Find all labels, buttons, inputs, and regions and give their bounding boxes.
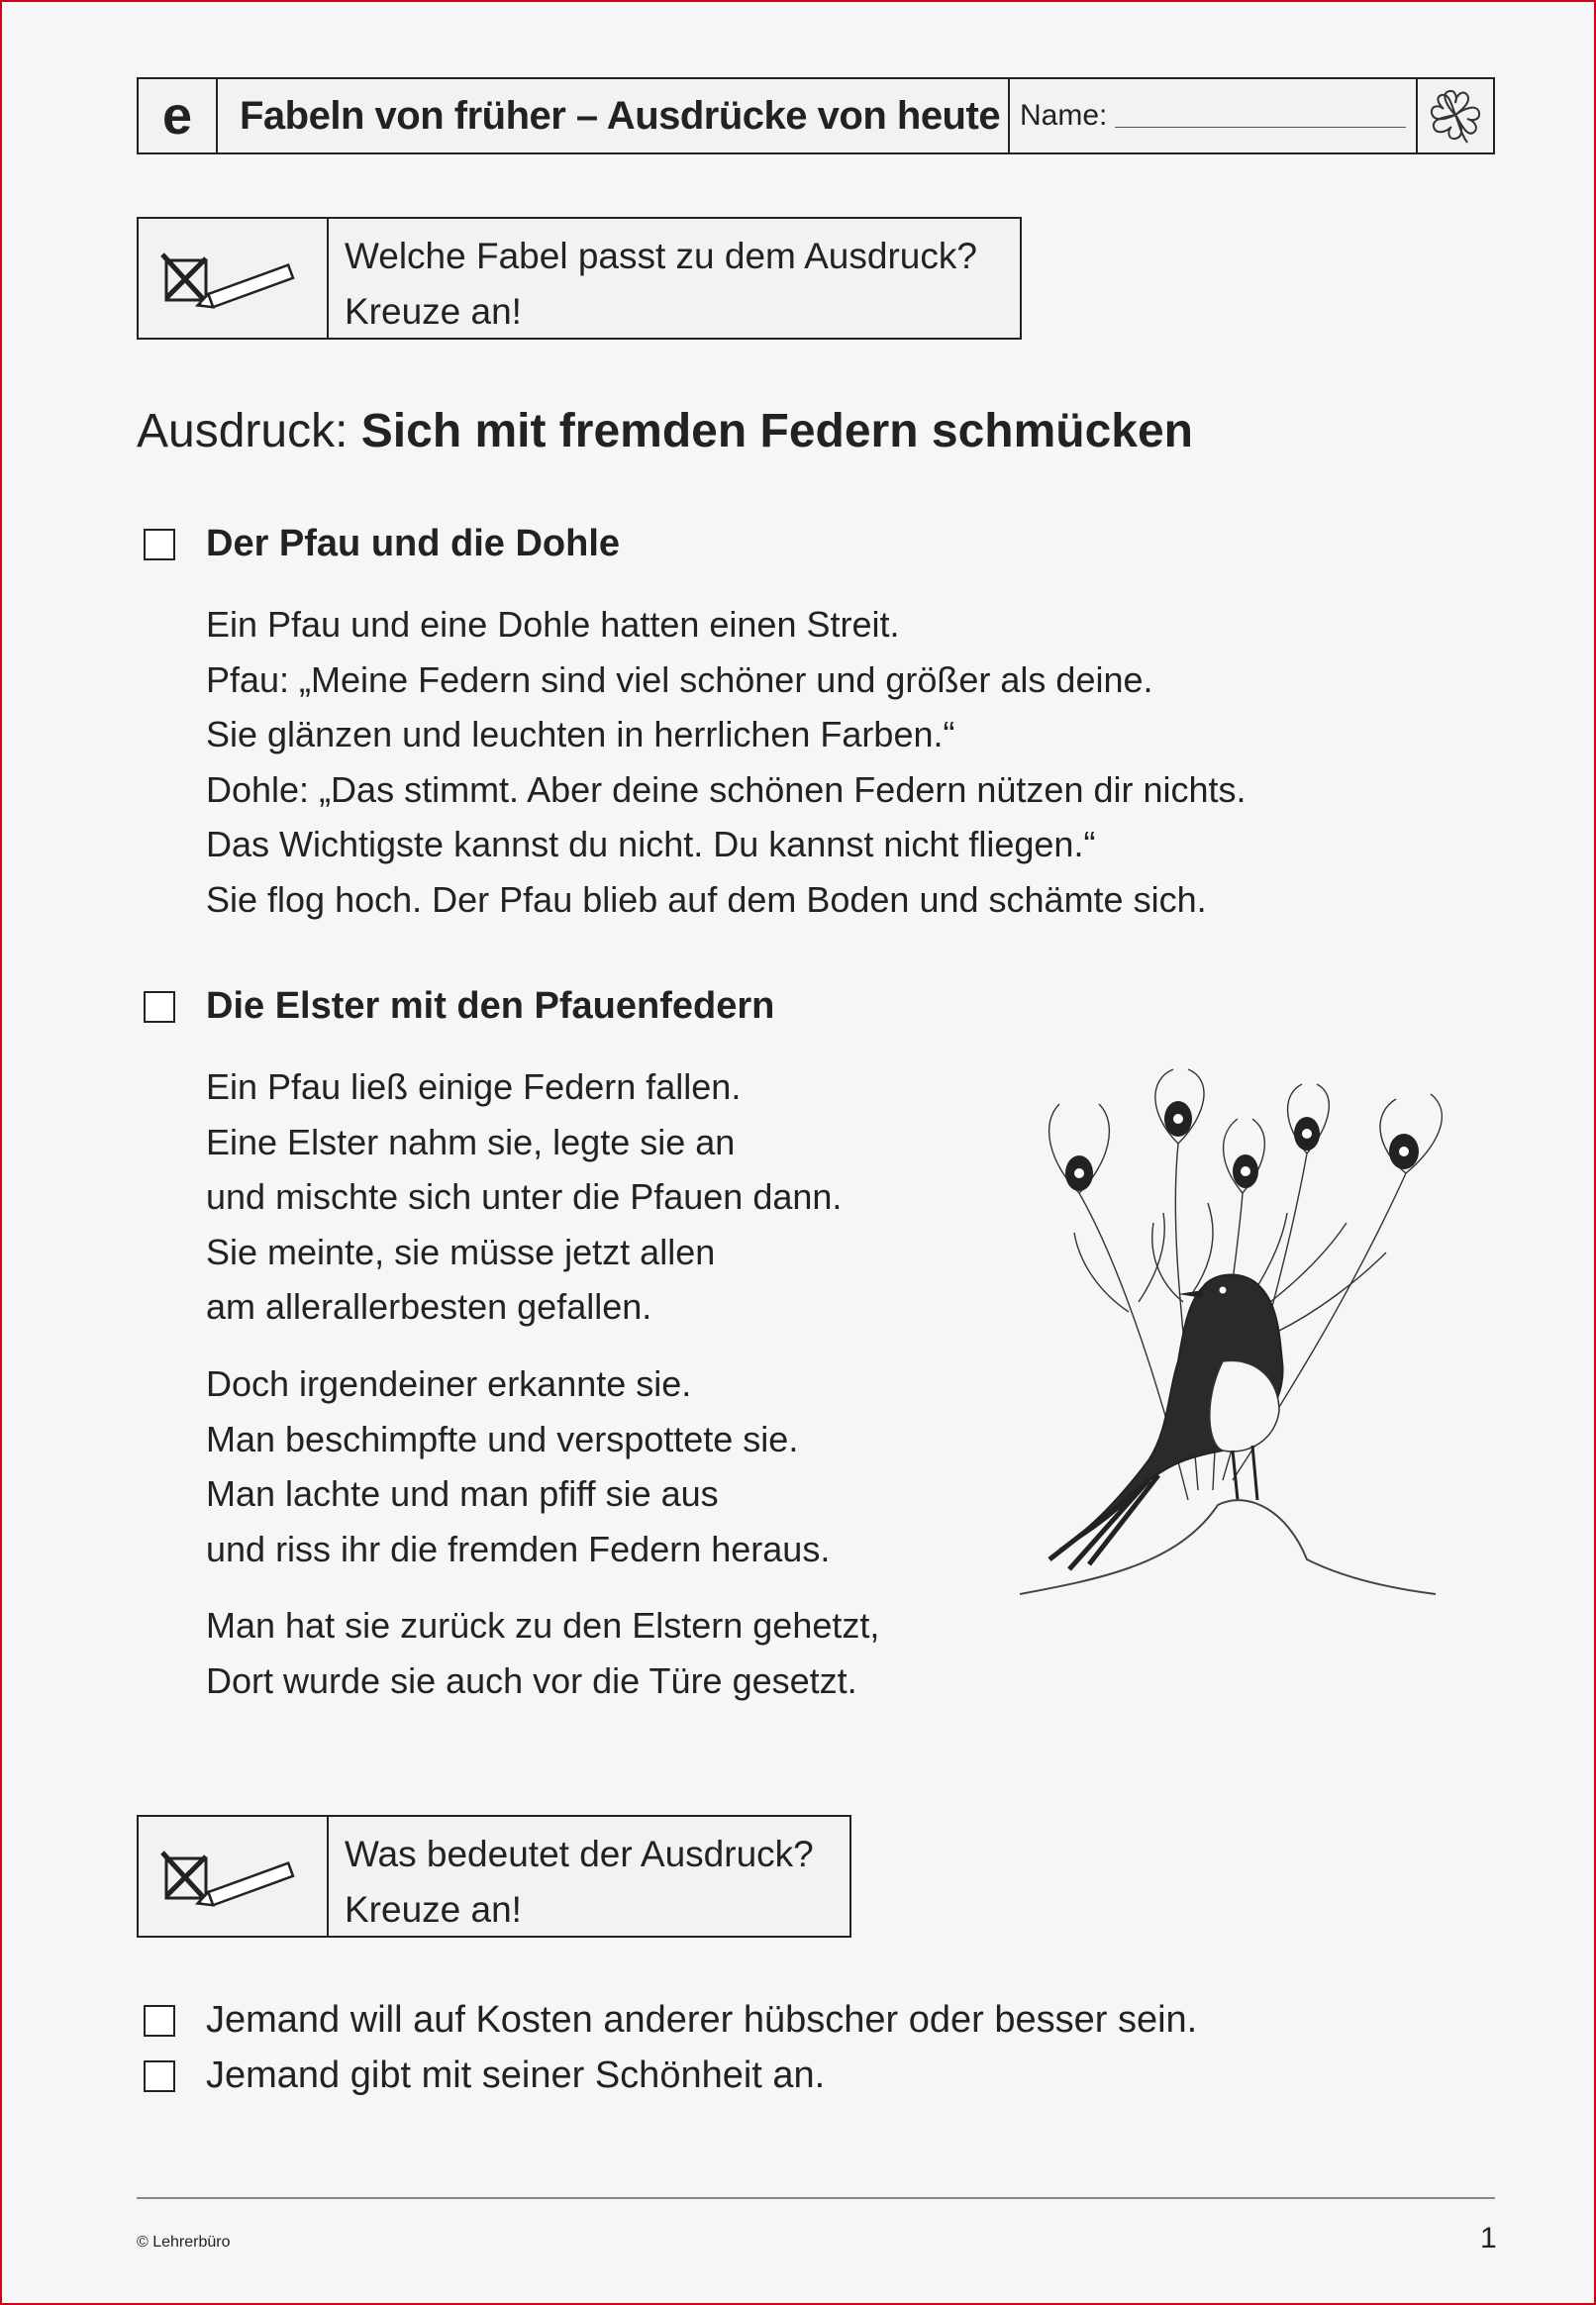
fable2-stanza-3 xyxy=(206,1598,879,1708)
task-instruction-line2: Kreuze an! xyxy=(345,291,522,332)
fable2-line: Man lachte und man pfiff sie aus xyxy=(206,1473,719,1514)
fable2-line: Eine Elster nahm sie, legte sie an xyxy=(206,1121,736,1162)
fable2-line: und mischte sich unter die Pfauen dann. xyxy=(206,1176,843,1217)
task-instruction-line1: Was bedeutet der Ausdruck? xyxy=(345,1834,814,1874)
fable1-line: Ein Pfau und eine Dohle hatten einen Streit. xyxy=(206,604,900,645)
task-instruction xyxy=(329,1817,830,1936)
fable1-line: Sie glänzen und leuchten in herrlichen Farben.“ xyxy=(206,714,955,754)
task-instruction-line2: Kreuze an! xyxy=(345,1889,522,1930)
task-instruction xyxy=(329,219,993,338)
fable2-line: Dort wurde sie auch vor die Türe gesetzt. xyxy=(206,1659,857,1701)
worksheet-title: Fabeln von früher – Ausdrücke von heute xyxy=(218,79,1010,152)
answer2-text: Jemand gibt mit seiner Schönheit an. xyxy=(206,2054,826,2096)
fable2-stanza-2 xyxy=(206,1356,830,1576)
name-label: Name: xyxy=(1020,99,1108,132)
fable2-line: am allerallerbesten gefallen. xyxy=(206,1286,652,1327)
check-pencil-icon xyxy=(139,1817,329,1936)
answer1-text: Jemand will auf Kosten anderer hübscher oder besser sein. xyxy=(206,1999,1198,2041)
fable1-line: Das Wichtigste kannst du nicht. Du kannst nicht fliegen.“ xyxy=(206,824,1096,864)
expression-label: Ausdruck: xyxy=(137,405,349,457)
fable2-stanza-1 xyxy=(206,1059,842,1335)
fable1-line: Sie flog hoch. Der Pfau blieb auf dem Boden und schämte sich. xyxy=(206,878,1207,920)
check-pencil-icon xyxy=(139,219,329,338)
fable1-text xyxy=(206,597,1247,927)
fable2-checkbox[interactable] xyxy=(144,991,175,1023)
worksheet-header xyxy=(137,77,1495,154)
name-field[interactable] xyxy=(1010,79,1418,152)
section-letter: e xyxy=(139,79,218,152)
fable2-line: Ein Pfau ließ einige Federn fallen. xyxy=(206,1066,742,1107)
expression-heading xyxy=(137,404,1193,458)
fable2-line: Man hat sie zurück zu den Elstern gehetzt, xyxy=(206,1605,880,1646)
fable1-line: Pfau: „Meine Federn sind viel schöner und größer als deine. xyxy=(206,658,1153,700)
footer-divider xyxy=(137,2197,1495,2199)
task-instruction-line1: Welche Fabel passt zu dem Ausdruck? xyxy=(345,236,977,276)
fable2-line: Man beschimpfte und verspottete sie. xyxy=(206,1418,799,1459)
fable2-title: Die Elster mit den Pfauenfedern xyxy=(206,985,775,1027)
expression-value: Sich mit fremden Federn schmücken xyxy=(360,405,1193,457)
task-box-1 xyxy=(137,217,1022,340)
fable2-line: Doch irgendeiner erkannte sie. xyxy=(206,1363,692,1404)
fable1-checkbox[interactable] xyxy=(144,529,175,560)
fable2-line: Sie meinte, sie müsse jetzt allen xyxy=(206,1231,716,1272)
clover-icon xyxy=(1418,79,1493,152)
page-number: 1 xyxy=(1480,2222,1497,2255)
fable1-title: Der Pfau und die Dohle xyxy=(206,523,621,564)
fable2-line: und riss ihr die fremden Federn heraus. xyxy=(206,1528,831,1569)
answer2-checkbox[interactable] xyxy=(144,2060,175,2092)
magpie-illustration xyxy=(1020,1064,1495,1599)
copyright: © Lehrerbüro xyxy=(137,2234,231,2251)
name-line[interactable] xyxy=(1115,105,1406,128)
answer1-checkbox[interactable] xyxy=(144,2005,175,2037)
fable1-line: Dohle: „Das stimmt. Aber deine schönen Federn nützen dir nichts. xyxy=(206,768,1247,810)
task-box-2 xyxy=(137,1815,851,1938)
